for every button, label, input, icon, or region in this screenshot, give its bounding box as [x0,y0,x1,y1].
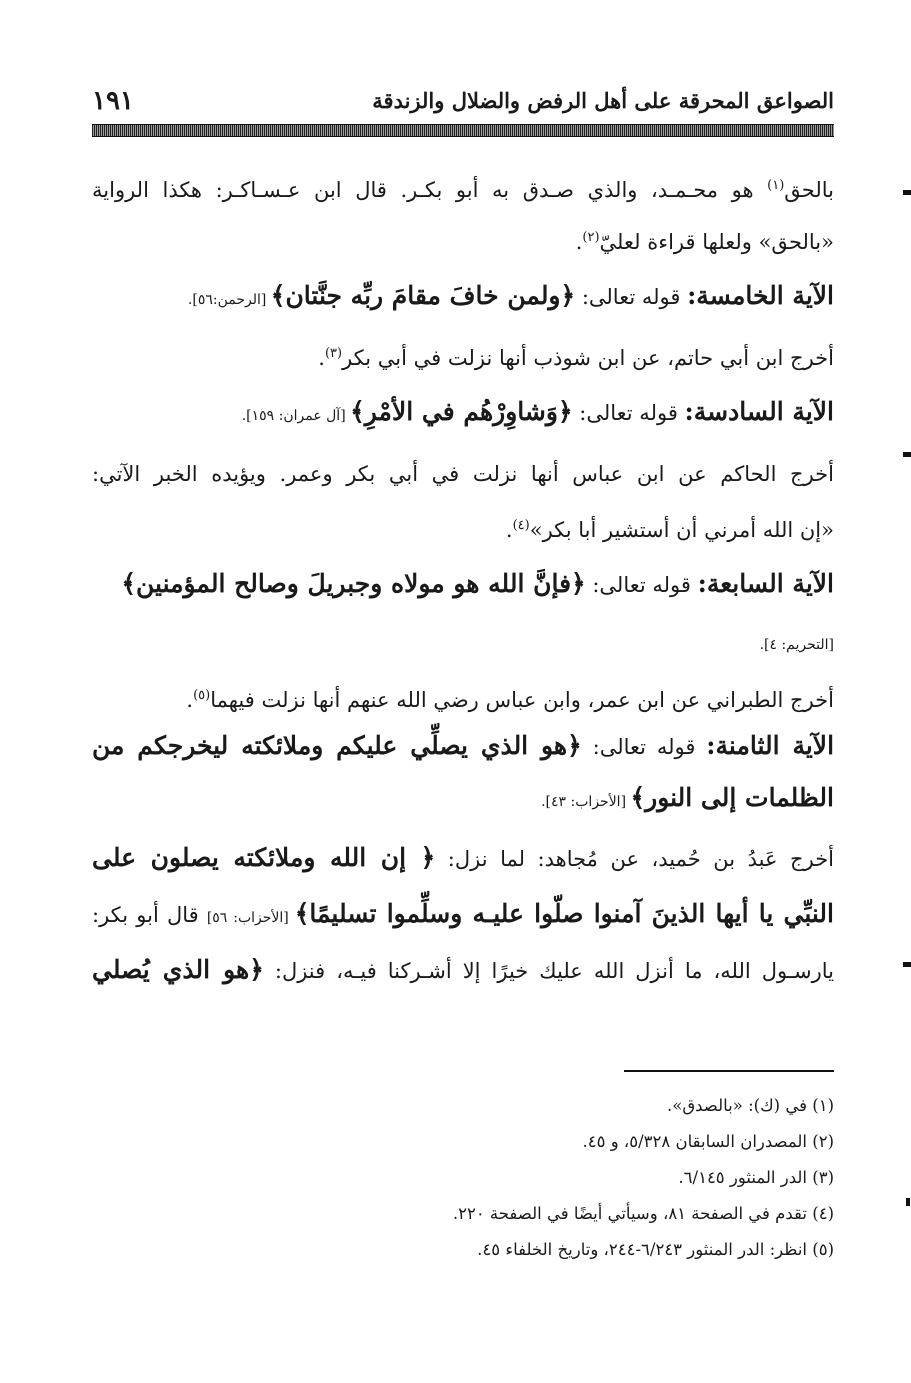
footnote-3: (٣) الدر المنثور ٦/١٤٥. [678,1168,834,1187]
footnote-marker-5: (٥) [193,688,211,703]
header-rule [92,124,834,137]
footnote-separator [624,1070,834,1072]
footnote-5: (٥) انظر: الدر المنثور ٦/٢٤٣-٢٤٤، وتاريخ الخلفاء ٤٥. [477,1240,834,1259]
paragraph-line-1: بالحق$^{(١)}$ هو محـمـد، والذي صـدق به أبو بكـر. قال ابن عـسـاكـر: هكذا الرواية [92,178,834,202]
ayah-5-title: الآية الخامسة: [687,281,834,310]
ayah-7-note: أخرج الطبراني عن ابن عمر، وابن عباس رضي الله عنهم أنها نزلت فيهما$^{(٥)}$. [186,688,834,712]
footnotes [300,1088,834,1268]
ayah-8-note-line-2: النبِّي يا أيها الذينَ آمنوا صلّوا عليـه وسلِّموا تسليمًا﴾ [الأحزاب: ٥٦] قال أبو بكر: [92,899,834,928]
footnote-4: (٤) تقدم في الصفحة ٨١، وسيأتي أيضًا في الصفحة ٢٢٠. [452,1204,834,1223]
footnote-marker-3: (٣) [324,346,343,361]
footnote-1: (١) في (ك): «بالصدق». [666,1096,834,1115]
ayah-8-note-line-1: أخرج عَبدُ بن حُميد، عن مُجاهد: لما نزل: ﴿ إن الله وملائكته يصلون على [92,843,834,872]
footnote-marker-4: (٤) [512,518,530,533]
ayah-8-title: الآية الثامنة: [706,731,834,760]
paragraph-line-2: «بالحق» ولعلها قراءة لعليّ$^{(٢)}$. [575,230,834,254]
main-text [92,160,834,996]
ayah-7-title: الآية السابعة: [697,569,834,598]
footnote-marker-2: (٢) [582,230,600,245]
scan-mark [903,452,911,457]
ayah-8-verse-1: ﴿هو الذي يصلِّي عليكم وملائكته ليخرجكم من [92,731,582,760]
ayah-6-ref: [آل عمران: ١٥٩]. [241,408,351,424]
ayah-8-note-verse-1: ﴿ إن الله وملائكته يصلون على [92,843,436,872]
ayah-6-verse: ﴿وَشاوِرْهُم في الأمْرِ﴾ [350,397,573,426]
scan-mark [903,962,911,967]
page-header [92,86,834,118]
ayah-5-ref: [الرحمن:٥٦]. [187,292,271,308]
footnote-2: (٢) المصدران السابقان ٥/٣٢٨، و ٤٥. [582,1132,834,1151]
ayah-6-note-line-2: «إن الله أمرني أن أستشير أبا بكر»$^{(٤)}$. [505,518,834,542]
footnote-marker-1: (١) [767,178,785,193]
ayah-8-note-verse-2: النبِّي يا أيها الذينَ آمنوا صلّوا عليـه وسلِّموا تسليمًا﴾ [294,899,834,928]
ayah-8-verse-2: الظلمات إلى النور﴾ [630,783,834,812]
ayah-8-heading-line-2 [92,772,834,832]
ayah-7-ref: [التحريم: ٤]. [759,637,834,653]
scan-mark [906,1198,910,1206]
ayah-8-heading-line-1: الآية الثامنة: قوله تعالى: ﴿هو الذي يصلِّي عليكم وملائكته ليخرجكم من [92,731,834,760]
ayah-5-verse: ﴿ولمن خافَ مقامَ ربِّه جنَّتان﴾ [270,281,576,310]
scan-mark [903,190,911,195]
ayah-6-note-line-1: أخرج الحاكم عن ابن عباس أنها نزلت في أبي بكر وعمر. ويؤيده الخبر الآتي: [92,462,834,486]
running-title: الصواعق المحرقة على أهل الرفض والضلال والزندقة [372,88,834,113]
ayah-7-ref-line [92,616,834,670]
ayah-8-note-line-3: يارسـول الله، ما أنزل الله عليك خيرًا إلا أشـركنا فيـه، فنزل: ﴿هو الذي يُصلي [92,955,834,984]
ayah-5-note: أخرج ابن أبي حاتم، عن ابن شوذب أنها نزلت في أبي بكر$^{(٣)}$. [318,346,834,370]
ayah-5-heading: الآية الخامسة: قوله تعالى: ﴿ولمن خافَ مقامَ ربِّه جنَّتان﴾ [الرحمن:٥٦]. [187,281,834,310]
ayah-8-note-verse-3: ﴿هو الذي يُصلي [92,955,264,984]
ayah-6-heading: الآية السادسة: قوله تعالى: ﴿وَشاوِرْهُم في الأمْرِ﴾ [آل عمران: ١٥٩]. [241,397,834,426]
ayah-6-title: الآية السادسة: [684,397,834,426]
ayah-7-verse: ﴿فإنَّ الله هو مولاه وجبريلَ وصالح المؤمنين﴾ [121,569,586,598]
ayah-8-ref: [الأحزاب: ٤٣]. [541,794,631,810]
page-number: ١٩١ [92,86,134,116]
ayah-7-heading: الآية السابعة: قوله تعالى: ﴿فإنَّ الله هو مولاه وجبريلَ وصالح المؤمنين﴾ [121,569,834,598]
